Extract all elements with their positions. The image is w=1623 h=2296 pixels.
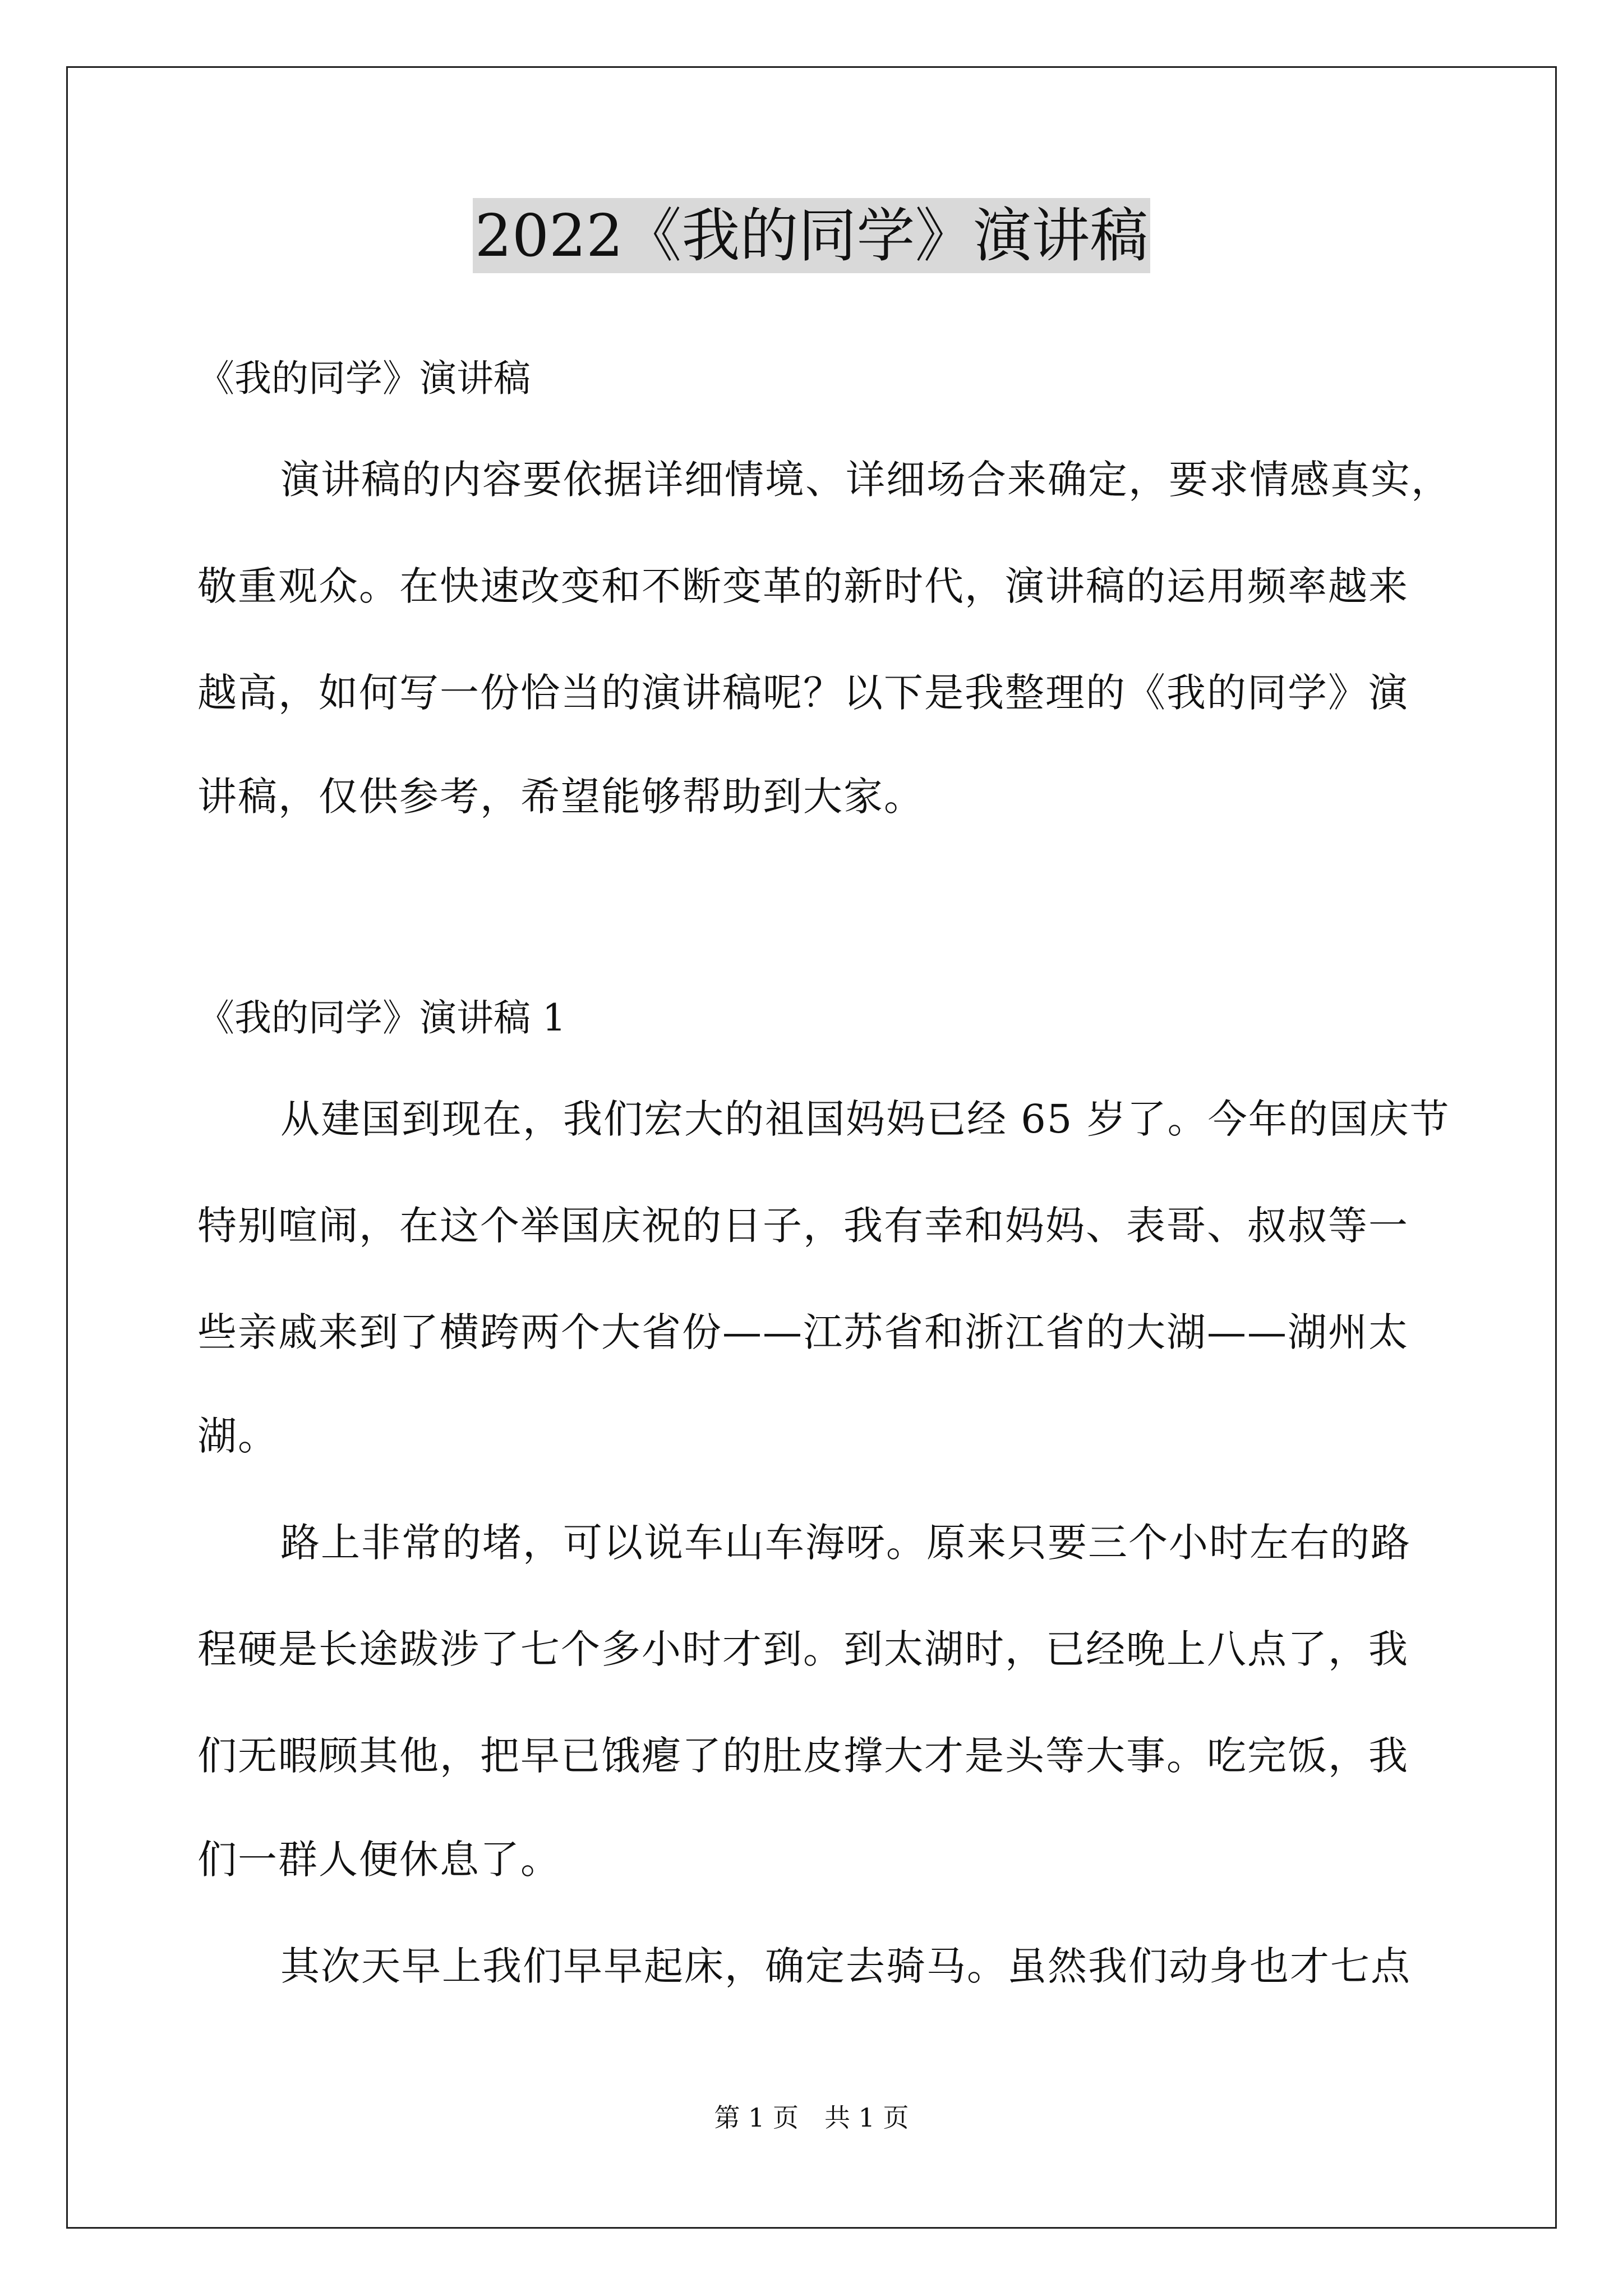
document-title	[0, 196, 1623, 275]
document-title-text: 2022《我的同学》演讲稿	[473, 198, 1151, 273]
paragraph-line: 些亲戚来到了横跨两个大省份——江苏省和浙江省的大湖——湖州太	[197, 1309, 1409, 1355]
paragraph-line: 们一群人便休息了。	[197, 1837, 561, 1883]
paragraph-line: 从建国到现在，我们宏大的祖国妈妈已经 65 岁了。今年的国庆节	[280, 1096, 1450, 1142]
document-subtitle: 《我的同学》演讲稿	[197, 357, 531, 400]
paragraph-line: 特别喧闹，在这个举国庆祝的日子，我有幸和妈妈、表哥、叔叔等一	[197, 1203, 1409, 1249]
intro-line: 讲稿，仅供参考，希望能够帮助到大家。	[197, 774, 924, 820]
intro-line: 越高，如何写一份恰当的演讲稿呢？以下是我整理的《我的同学》演	[197, 670, 1409, 716]
section-title: 《我的同学》演讲稿 1	[197, 996, 566, 1039]
page-footer: 第 1 页 共 1 页	[714, 2102, 909, 2133]
paragraph-line: 其次天早上我们早早起床，确定去骑马。虽然我们动身也才七点	[280, 1943, 1411, 1989]
paragraph-line: 湖。	[197, 1413, 278, 1459]
intro-line: 敬重观众。在快速改变和不断变革的新时代，演讲稿的运用频率越来	[197, 563, 1409, 609]
paragraph-line: 们无暇顾其他，把早已饿瘪了的肚皮撑大才是头等大事。吃完饭，我	[197, 1733, 1409, 1779]
paragraph-line: 路上非常的堵，可以说车山车海呀。原来只要三个小时左右的路	[280, 1520, 1411, 1566]
paragraph-line: 程硬是长途跋涉了七个多小时才到。到太湖时，已经晚上八点了，我	[197, 1626, 1409, 1672]
intro-line: 演讲稿的内容要依据详细情境、详细场合来确定，要求情感真实，	[280, 457, 1451, 503]
